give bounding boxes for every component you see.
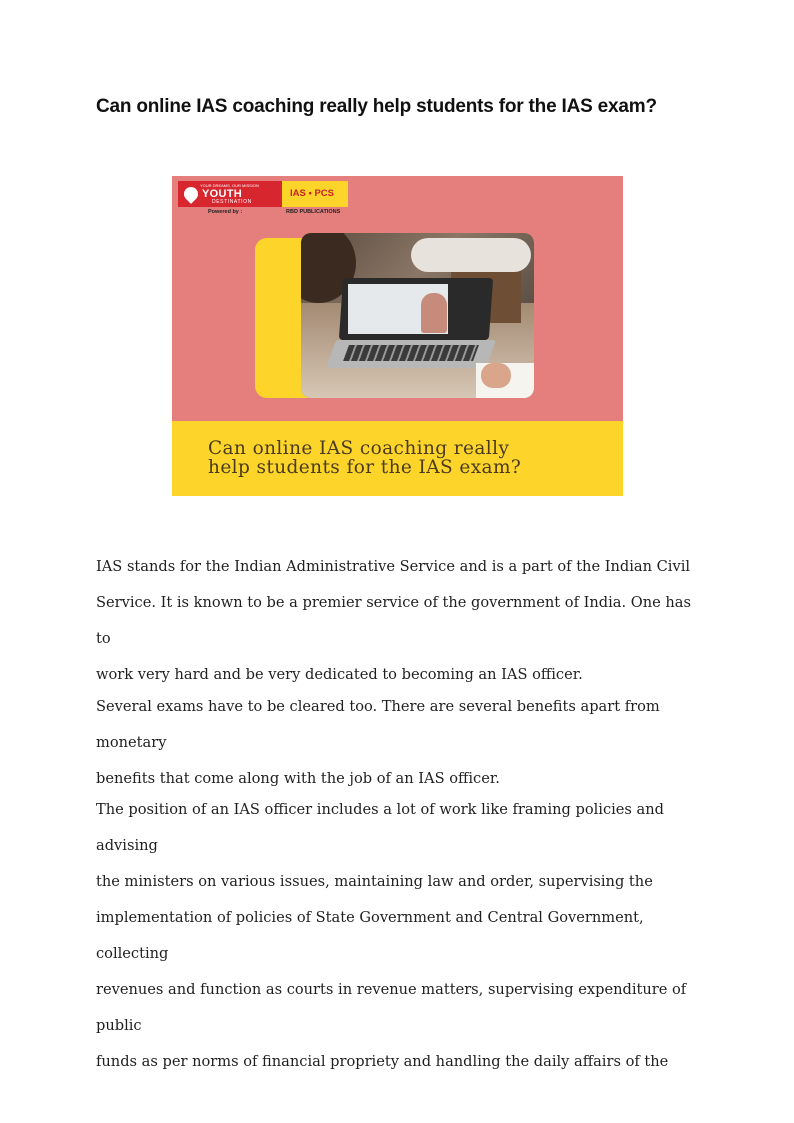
- document-title: Can online IAS coaching really help students for the IAS exam?: [96, 96, 657, 117]
- text-line: funds as per norms of financial propriety and handling the daily affairs of the: [96, 1053, 669, 1070]
- text-line: implementation of policies of State Government and Central Government, collecting: [96, 909, 644, 962]
- youth-destination-logo: [178, 181, 348, 217]
- logo-badge: IAS • PCS: [290, 188, 334, 199]
- text-line: Several exams have to be cleared too. There are several benefits apart from monetary: [96, 698, 660, 751]
- text-line: work very hard and be very dedicated to becoming an IAS officer.: [96, 666, 583, 683]
- banner-caption-line: help students for the IAS exam?: [208, 457, 522, 478]
- text-line: IAS stands for the Indian Administrative Service and is a part of the Indian Civil: [96, 558, 691, 575]
- text-line: benefits that come along with the job of an IAS officer.: [96, 770, 500, 787]
- photo-writing-hand: [481, 363, 511, 388]
- banner-caption: [208, 439, 521, 477]
- logo-powered-by: Powered by :: [208, 209, 243, 215]
- text-line: Service. It is known to be a premier service of the government of India. One has to: [96, 594, 691, 647]
- teacher-on-screen: [421, 293, 447, 333]
- online-class-photo: [301, 233, 534, 398]
- paragraph-2: [96, 689, 706, 797]
- text-line: the ministers on various issues, maintaining law and order, supervising the: [96, 873, 653, 890]
- photo-student-arm: [411, 238, 531, 272]
- logo-brand-sub: DESTINATION: [212, 199, 252, 205]
- text-line: revenues and function as courts in revenue matters, supervising expenditure of public: [96, 981, 687, 1034]
- laptop-keyboard: [343, 345, 479, 361]
- logo-publisher: RBD PUBLICATIONS: [286, 209, 341, 215]
- banner-caption-line: Can online IAS coaching really: [208, 438, 510, 459]
- logo-brand: YOUTH: [202, 188, 242, 200]
- paragraph-3: [96, 792, 706, 1080]
- text-line: The position of an IAS officer includes a lot of work like framing policies and advising: [96, 801, 665, 854]
- paragraph-1: [96, 549, 706, 693]
- logo-tagline: YOUR DREAMS, OUR MISSION: [200, 183, 259, 188]
- article-banner-image: [172, 176, 623, 496]
